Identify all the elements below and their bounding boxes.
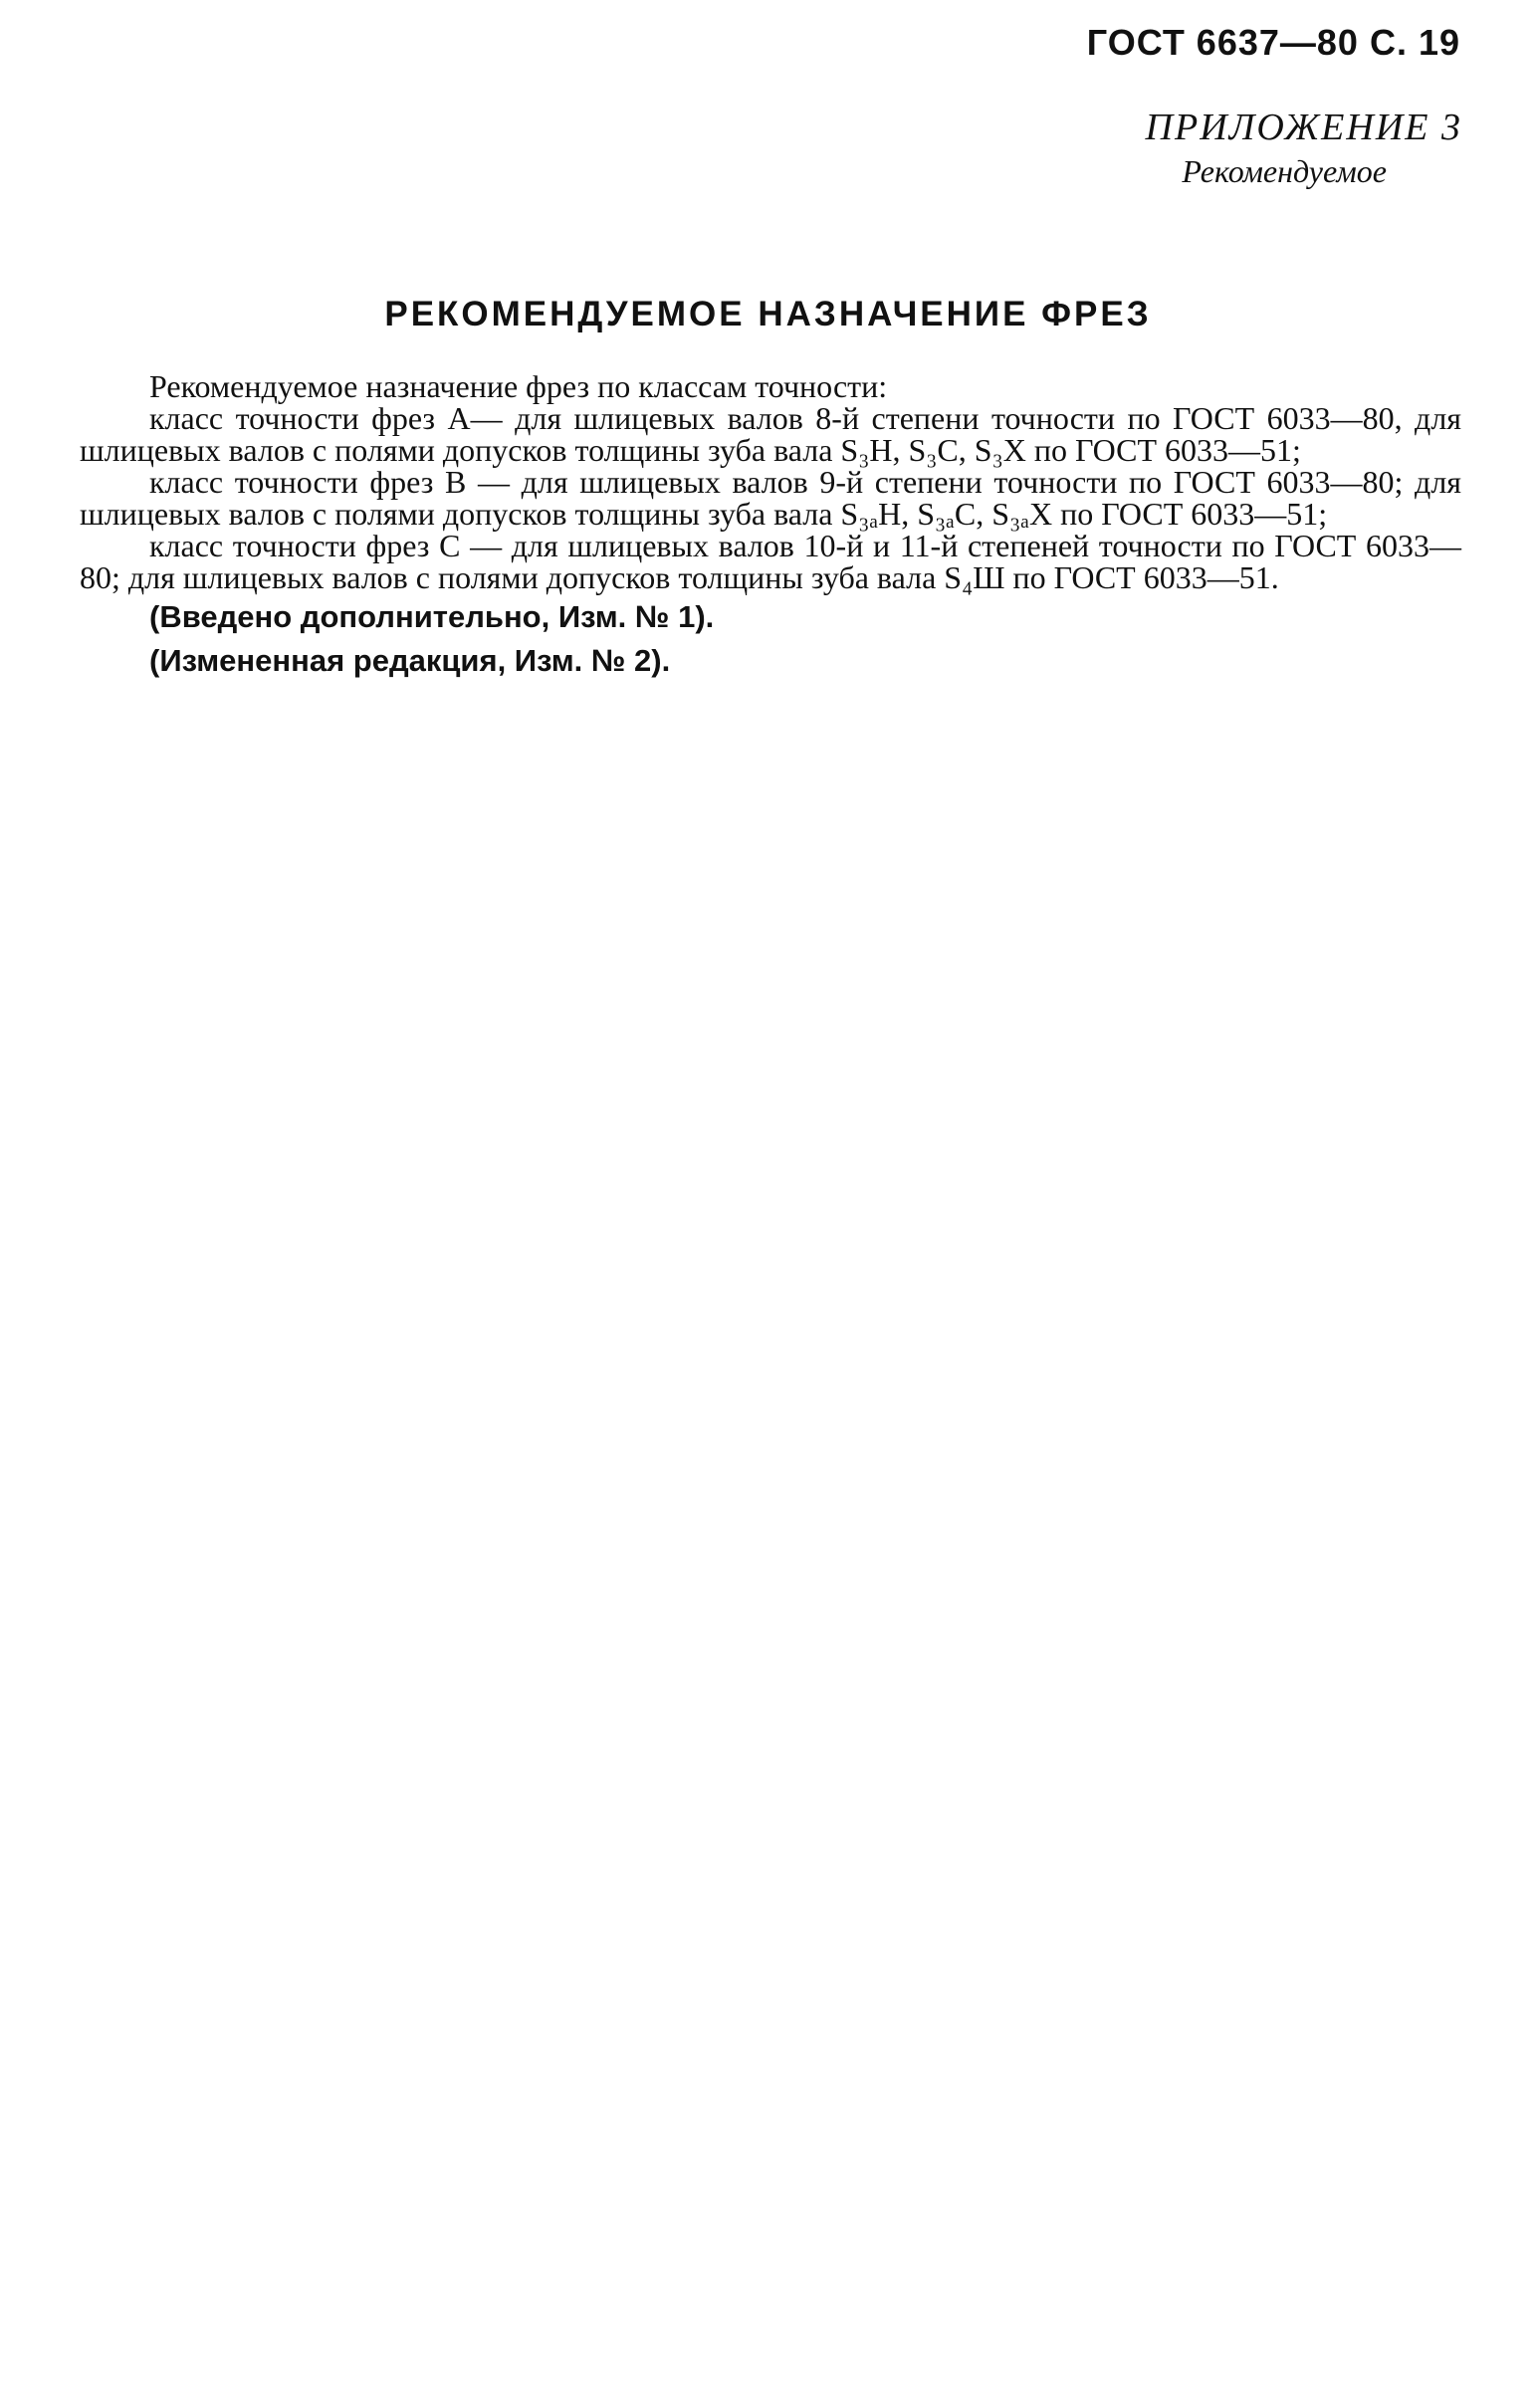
- amendment-note-revised: (Измененная редакция, Изм. № 2).: [149, 643, 671, 678]
- section-title: РЕКОМЕНДУЕМОЕ НАЗНАЧЕНИЕ ФРЕЗ: [384, 295, 1152, 333]
- intro-paragraph: Рекомендуемое назначение фрез по классам точности:: [149, 368, 888, 404]
- body-text: [80, 370, 1461, 679]
- appendix-status: Рекомендуемое: [1182, 153, 1387, 189]
- class-b-paragraph: класс точности фрез В — для шлицевых валов 9-й степени точности по ГОСТ 6033—80; для шлицевых валов с полями допусков толщины зуба вала S₃ₐH, S₃ₐC, S₃ₐX по ГОСТ 6033—51;: [80, 464, 1461, 532]
- class-c-paragraph: класс точности фрез С — для шлицевых валов 10-й и 11-й степеней точности по ГОСТ 6033—80; для шлицевых валов с полями допусков толщины зуба вала S₄Ш по ГОСТ 6033—51.: [80, 528, 1461, 595]
- class-a-paragraph: класс точности фрез А— для шлицевых валов 8-й степени точности по ГОСТ 6033—80, для шлицевых валов с полями допусков толщины зуба вала S₃H, S₃C, S₃X по ГОСТ 6033—51;: [80, 400, 1461, 468]
- appendix-label: ПРИЛОЖЕНИЕ 3: [1145, 107, 1462, 148]
- running-header: ГОСТ 6637—80 С. 19: [1086, 22, 1460, 63]
- amendment-note-added: (Введено дополнительно, Изм. № 1).: [149, 599, 715, 634]
